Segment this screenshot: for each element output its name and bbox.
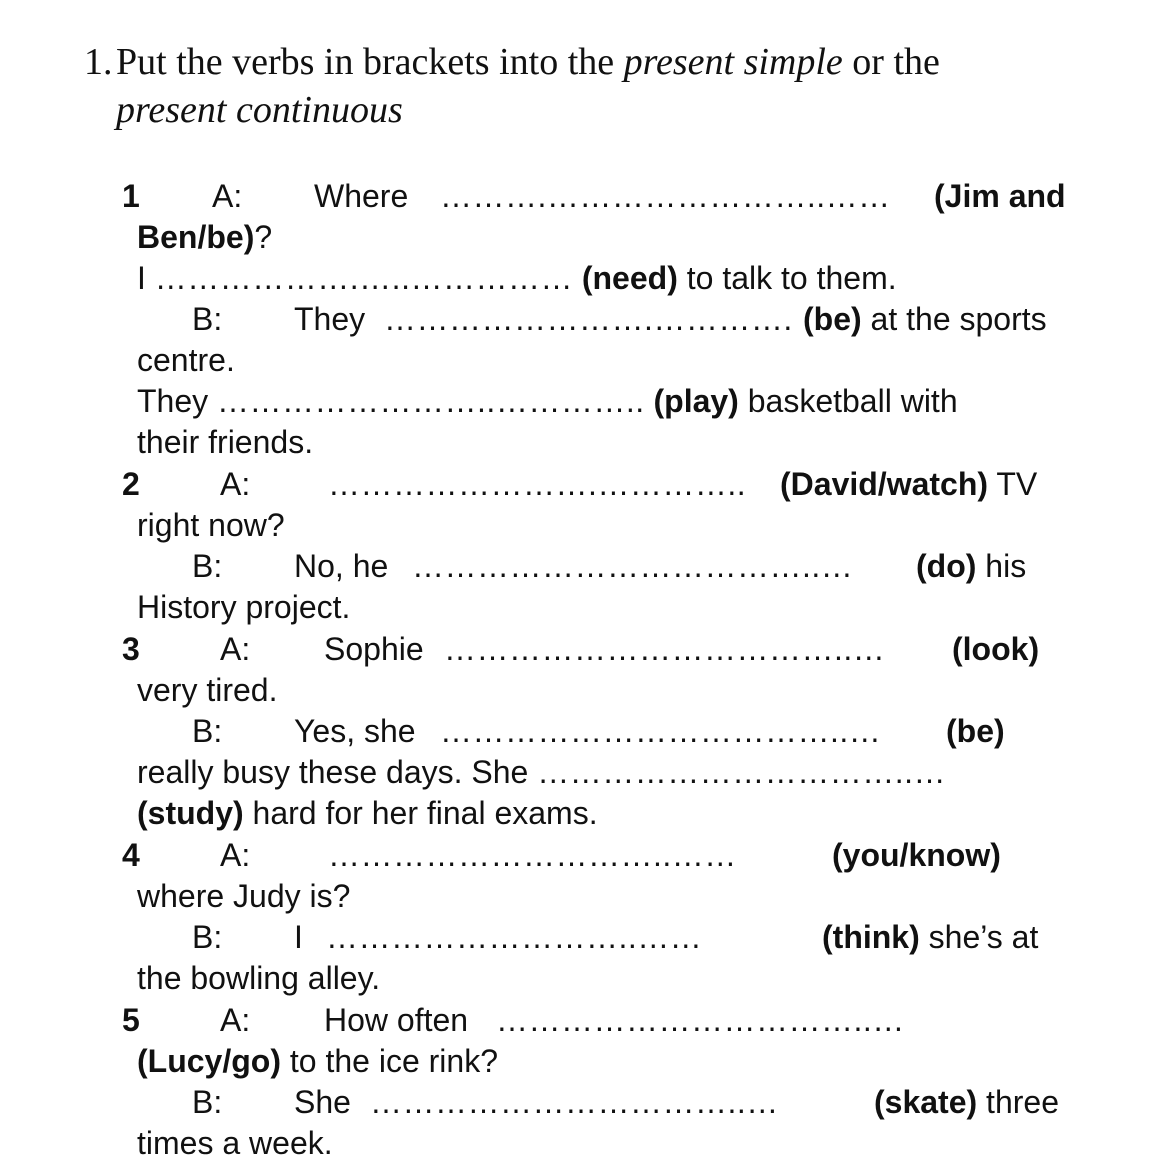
sentence-text: TV <box>988 466 1038 502</box>
sentence-text: at the sports <box>861 301 1047 337</box>
sentence-text: to the ice rink? <box>280 1043 498 1079</box>
sentence-text: How often <box>324 1002 469 1038</box>
verb-group <box>874 1082 1059 1122</box>
sentence-line <box>137 958 380 998</box>
sentence-text: very tired. <box>137 672 278 708</box>
sentence-text: History project. <box>137 589 351 625</box>
tense-present-simple: present simple <box>623 41 843 83</box>
speaker-label: A: <box>220 837 251 873</box>
answer-blank[interactable]: ………………………..…… <box>326 919 703 955</box>
verb-prompt: (Jim and <box>934 178 1066 214</box>
sentence-text: their friends. <box>137 424 314 460</box>
sentence-line <box>137 422 313 462</box>
speaker-label: B: <box>192 919 223 955</box>
verb-prompt: (look) <box>952 631 1040 667</box>
sentence-line <box>137 587 350 627</box>
verb-group <box>822 917 1038 957</box>
verb-prompt: (Lucy/go) <box>137 1043 281 1079</box>
sentence-text: really busy these days. She <box>137 754 529 790</box>
sentence-text: Yes, she <box>294 713 416 749</box>
sentence-text: Where <box>314 178 409 214</box>
instruction-number: 1. <box>84 41 113 83</box>
sentence-text: the bowling alley. <box>137 960 381 996</box>
speaker-label: B: <box>192 1084 223 1120</box>
answer-blank[interactable]: …………………….………….. <box>328 466 747 502</box>
verb-group <box>916 546 1026 586</box>
verb-prompt: (play) <box>653 383 739 419</box>
item-number: 3 <box>122 631 140 667</box>
speaker-label: A: <box>212 178 243 214</box>
sentence-text: where Judy is? <box>137 878 351 914</box>
answer-blank[interactable]: ……………………………..… <box>370 1084 779 1120</box>
verb-prompt: (skate) <box>874 1084 978 1120</box>
sentence-text: three <box>977 1084 1059 1120</box>
speaker-label: B: <box>192 713 223 749</box>
sentence-text: his <box>976 548 1027 584</box>
answer-blank[interactable]: …………………………..…… <box>328 837 737 873</box>
sentence-line <box>137 752 946 792</box>
answer-blank[interactable]: ………………………………..… <box>444 631 886 667</box>
sentence-line <box>137 505 285 545</box>
sentence-text: to talk to them. <box>677 260 897 296</box>
tense-present-continuous: present continuous <box>116 89 403 131</box>
sentence-line <box>137 381 958 421</box>
sentence-text: she’s at <box>919 919 1039 955</box>
verb-prompt: (be) <box>946 713 1005 749</box>
verb-prompt: (be) <box>803 301 862 337</box>
answer-blank[interactable]: …………………….…………. <box>384 301 793 337</box>
instruction-text-b: or the <box>842 41 940 83</box>
sentence-text: basketball with <box>738 383 958 419</box>
item-number: 5 <box>122 1002 140 1038</box>
sentence-line <box>137 258 897 298</box>
verb-prompt: Ben/be) <box>137 219 255 255</box>
sentence-line <box>137 793 598 833</box>
sentence-text: No, he <box>294 548 389 584</box>
answer-blank[interactable]: ……………………………..… <box>496 1002 905 1038</box>
speaker-label: A: <box>220 631 251 667</box>
verb-prompt: (do) <box>916 548 977 584</box>
verb-prompt: (study) <box>137 795 244 831</box>
sentence-line <box>137 876 350 916</box>
sentence-text: Sophie <box>324 631 424 667</box>
speaker-label: B: <box>192 548 223 584</box>
speaker-label: A: <box>220 466 251 502</box>
answer-blank[interactable]: ……………….…..…………… <box>154 260 573 296</box>
speaker-label: A: <box>220 1002 251 1038</box>
sentence-text: They <box>294 301 366 337</box>
item-number: 4 <box>122 837 140 873</box>
item-number: 1 <box>122 178 140 214</box>
sentence-line <box>137 670 277 710</box>
sentence-text: hard for her final exams. <box>243 795 598 831</box>
sentence-text: times a week. <box>137 1125 333 1161</box>
sentence-text: I <box>294 919 303 955</box>
verb-prompt: (need) <box>581 260 678 296</box>
item-number: 2 <box>122 466 140 502</box>
answer-blank[interactable]: ……………………..………….. <box>217 383 645 419</box>
verb-prompt: (think) <box>822 919 920 955</box>
answer-blank[interactable]: ………………………………..… <box>440 713 882 749</box>
speaker-label: B: <box>192 301 223 337</box>
instruction-text-a: Put the verbs in brackets into the <box>116 41 624 83</box>
sentence-text: ? <box>254 219 273 255</box>
sentence-text: They <box>137 383 209 419</box>
verb-group <box>780 464 1037 504</box>
verb-prompt: (David/watch) <box>780 466 989 502</box>
answer-blank[interactable]: ……………………………..… <box>537 754 946 790</box>
sentence-text: centre. <box>137 342 235 378</box>
instruction <box>84 38 1124 134</box>
sentence-line <box>137 340 235 380</box>
sentence-text: She <box>294 1084 351 1120</box>
sentence-text: right now? <box>137 507 285 543</box>
sentence-text: I <box>137 260 146 296</box>
answer-blank[interactable]: ……….……………………..…… <box>440 178 891 214</box>
sentence-line <box>137 1041 498 1081</box>
sentence-line <box>137 217 272 257</box>
sentence-line <box>137 1123 333 1163</box>
verb-prompt: (you/know) <box>832 837 1001 873</box>
verb-group <box>803 299 1047 339</box>
answer-blank[interactable]: ………………………………..… <box>412 548 854 584</box>
